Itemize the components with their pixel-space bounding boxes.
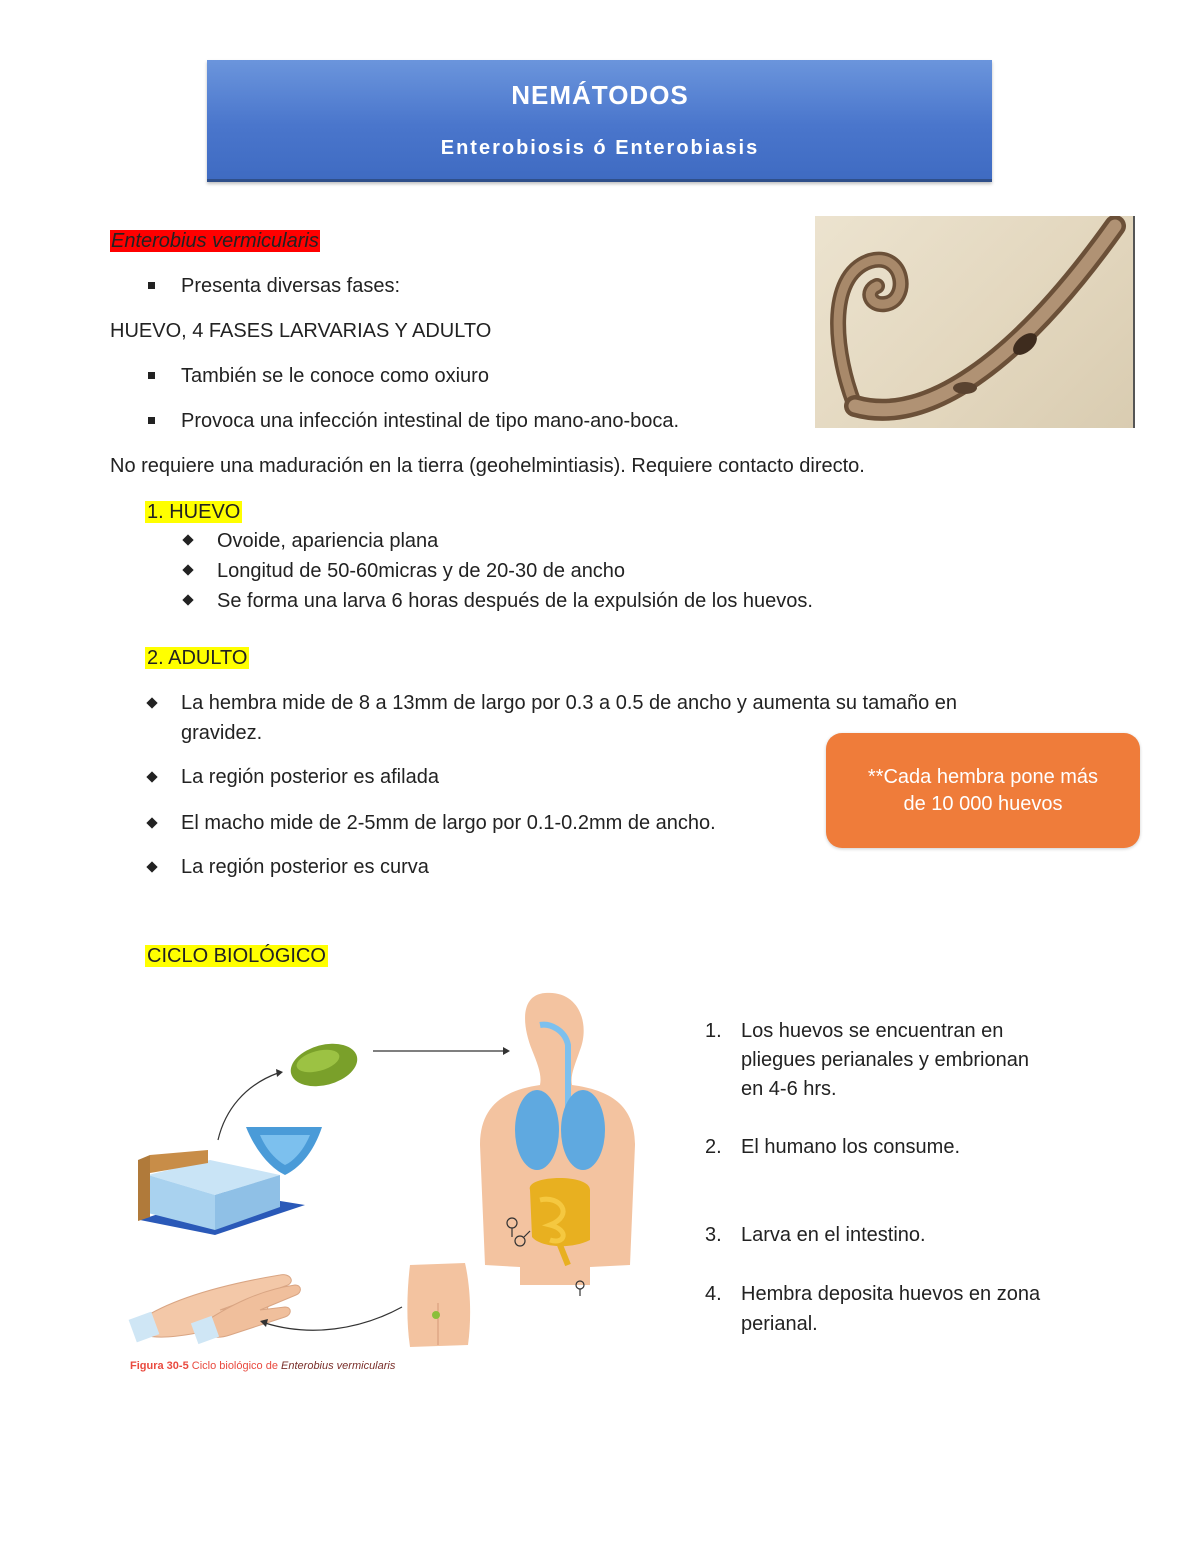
cycle-step-2-number: 2. xyxy=(705,1136,722,1158)
callout-line-2: de 10 000 huevos xyxy=(903,793,1063,815)
cycle-step-4-line-1: Hembra deposita huevos en zona xyxy=(741,1283,1041,1305)
hands-icon xyxy=(129,1275,301,1344)
geohelmintiasis-note: No requiere una maduración en la tierra (geohelmintiasis). Requiere contacto directo. xyxy=(110,455,865,477)
cycle-step-3-number: 3. xyxy=(705,1224,722,1246)
square-bullet-icon xyxy=(148,372,155,379)
diamond-bullet-icon xyxy=(146,697,157,708)
cycle-step-1-number: 1. xyxy=(705,1020,722,1042)
intro-bullet-1: Presenta diversas fases: xyxy=(181,275,400,297)
diamond-bullet-icon xyxy=(182,594,193,605)
adulto-item-4: La región posterior es curva xyxy=(181,856,429,878)
egg-icon xyxy=(286,1037,362,1093)
callout-line-1: **Cada hembra pone más xyxy=(867,766,1099,788)
cycle-step-2-line-1: El humano los consume. xyxy=(741,1136,961,1158)
square-bullet-icon xyxy=(148,417,155,424)
perianal-region-icon xyxy=(407,1263,470,1347)
intro-bullet-2: También se le conoce como oxiuro xyxy=(181,365,489,387)
human-torso-icon xyxy=(480,993,635,1285)
ciclo-heading: CICLO BIOLÓGICO xyxy=(147,945,326,967)
cycle-step-1-line-2: pliegues perianales y embrionan xyxy=(741,1049,1029,1071)
huevo-item-1: Ovoide, apariencia plana xyxy=(217,530,439,552)
life-cycle-diagram xyxy=(120,985,660,1380)
huevo-item-3: Se forma una larva 6 horas después de la expulsión de los huevos. xyxy=(217,590,813,612)
huevo-item-2: Longitud de 50-60micras y de 20-30 de ancho xyxy=(217,560,626,582)
adulto-heading: 2. ADULTO xyxy=(147,647,248,669)
species-name: Enterobius vermicularis xyxy=(111,230,319,252)
cycle-step-1-line-3: en 4-6 hrs. xyxy=(741,1078,837,1100)
cycle-step-3-line-1: Larva en el intestino. xyxy=(741,1224,926,1246)
page-subtitle: Enterobiosis ó Enterobiasis xyxy=(440,137,760,159)
diamond-bullet-icon xyxy=(146,861,157,872)
diamond-bullet-icon xyxy=(146,771,157,782)
arrow-egg-to-human-icon xyxy=(373,1047,510,1055)
adulto-item-1: La hembra mide de 8 a 13mm de largo por 0.3 a 0.5 de ancho y aumenta su tamaño en xyxy=(181,692,958,714)
huevo-heading: 1. HUEVO xyxy=(147,501,241,523)
figure-caption: Figura 30-5 Ciclo biológico de Enterobius vermicularis xyxy=(130,1360,396,1372)
phases-line: HUEVO, 4 FASES LARVARIAS Y ADULTO xyxy=(110,320,492,342)
adulto-item-1-cont: gravidez. xyxy=(181,722,263,744)
diamond-bullet-icon xyxy=(182,534,193,545)
pinworm-icon xyxy=(815,216,1131,428)
cycle-step-1-line-1: Los huevos se encuentran en xyxy=(741,1020,1004,1042)
cycle-step-4-number: 4. xyxy=(705,1283,722,1305)
cycle-step-4-line-2: perianal. xyxy=(741,1313,818,1335)
page-title: NEMÁTODOS xyxy=(511,80,689,110)
eggs-callout xyxy=(826,733,1140,848)
adulto-item-3: El macho mide de 2-5mm de largo por 0.1-0.2mm de ancho. xyxy=(181,812,716,834)
underwear-icon xyxy=(246,1127,322,1175)
intro-bullet-3: Provoca una infección intestinal de tipo mano-ano-boca. xyxy=(181,410,680,432)
life-cycle-figure xyxy=(120,985,660,1380)
title-banner xyxy=(207,60,992,182)
diamond-bullet-icon xyxy=(146,817,157,828)
square-bullet-icon xyxy=(148,282,155,289)
diamond-bullet-icon xyxy=(182,564,193,575)
adulto-item-2: La región posterior es afilada xyxy=(181,766,439,788)
pinworm-photo xyxy=(815,216,1135,428)
